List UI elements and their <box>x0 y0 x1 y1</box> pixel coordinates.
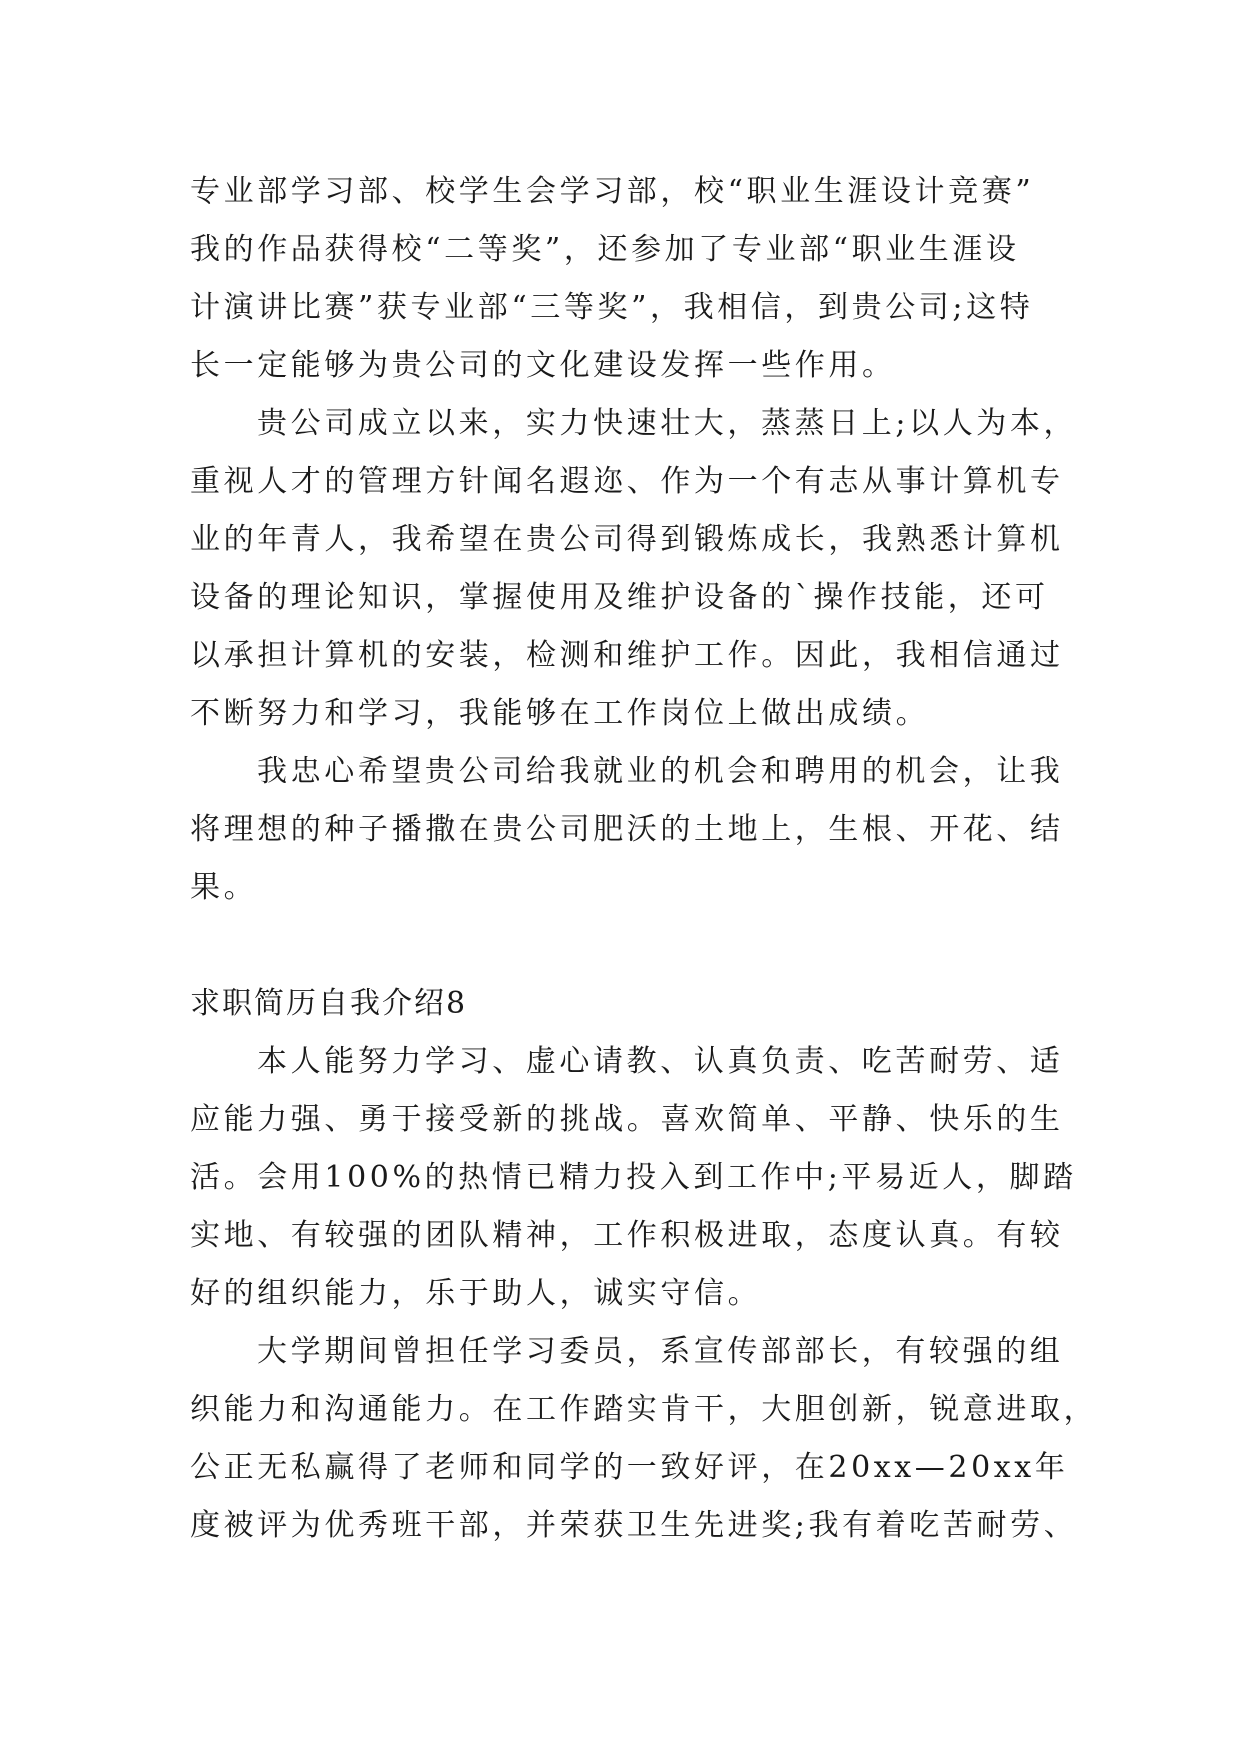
text-line: 活。会用100%的热情已精力投入到工作中;平易近人，脚踏 <box>190 1160 1077 1195</box>
text-line: 贵公司成立以来，实力快速壮大，蒸蒸日上;以人为本， <box>257 406 1078 441</box>
text-line: 我的作品获得校“二等奖”，还参加了专业部“职业生涯设 <box>190 232 1020 267</box>
document-body <box>190 163 1098 1555</box>
paragraph-self-intro <box>190 1033 1077 1323</box>
text-line: 长一定能够为贵公司的文化建设发挥一些作用。 <box>190 348 896 383</box>
text-line: 度被评为优秀班干部，并荣获卫生先进奖;我有着吃苦耐劳、 <box>190 1508 1078 1543</box>
paragraph-hope <box>190 743 1070 917</box>
text-line: 将理想的种子播撒在贵公司肥沃的土地上，生根、开花、结 <box>190 812 1064 847</box>
text-line: 专业部学习部、校学生会学习部，校“职业生涯设计竞赛” <box>190 174 1035 209</box>
paragraph-company <box>190 395 1078 743</box>
text-line: 实地、有较强的团队精神，工作积极进取，态度认真。有较 <box>190 1218 1064 1253</box>
text-line: 不断努力和学习，我能够在工作岗位上做出成绩。 <box>190 696 930 731</box>
text-line: 本人能努力学习、虚心请教、认真负责、吃苦耐劳、适 <box>257 1044 1064 1079</box>
text-line: 我忠心希望贵公司给我就业的机会和聘用的机会，让我 <box>257 754 1064 789</box>
text-line: 公正无私赢得了老师和同学的一致好评，在20xx—20xx年 <box>190 1450 1069 1485</box>
text-line: 设备的理论知识，掌握使用及维护设备的`操作技能，还可 <box>190 580 1049 615</box>
text-line: 果。 <box>190 870 258 905</box>
paragraph-university <box>190 1323 1098 1555</box>
text-line: 好的组织能力，乐于助人，诚实守信。 <box>190 1276 762 1311</box>
text-line: 织能力和沟通能力。在工作踏实肯干，大胆创新，锐意进取， <box>190 1392 1098 1427</box>
text-line: 业的年青人，我希望在贵公司得到锻炼成长，我熟悉计算机 <box>190 522 1064 557</box>
section-heading <box>190 975 1070 1033</box>
paragraph-awards <box>190 163 1070 395</box>
text-line: 应能力强、勇于接受新的挑战。喜欢简单、平静、快乐的生 <box>190 1102 1064 1137</box>
text-line: 计演讲比赛”获专业部“三等奖”，我相信，到贵公司;这特 <box>190 290 1034 325</box>
text-line: 大学期间曾担任学习委员，系宣传部部长，有较强的组 <box>257 1334 1064 1369</box>
section-title: 求职简历自我介绍8 <box>190 986 468 1021</box>
text-line: 重视人才的管理方针闻名遐迩、作为一个有志从事计算机专 <box>190 464 1064 499</box>
text-line: 以承担计算机的安装，检测和维护工作。因此，我相信通过 <box>190 638 1064 673</box>
